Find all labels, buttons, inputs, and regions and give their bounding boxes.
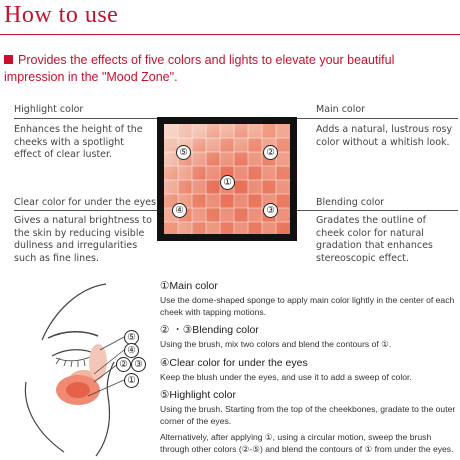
face-marker-2: ② — [116, 357, 131, 372]
face-marker-3: ③ — [131, 357, 146, 372]
marker-1: ① — [220, 175, 235, 190]
step-blending-desc: Using the brush, mix two colors and blend the contours of ①. — [160, 339, 392, 349]
step-blending-title: ② ・③Blending color — [160, 324, 259, 336]
label-clear-desc: Gives a natural brightness to the skin by reducing visible dullness and irregularities such as fine lines. — [14, 215, 152, 264]
label-main-title: Main color — [316, 104, 366, 115]
marker-4: ④ — [172, 203, 187, 218]
label-clear-title: Clear color for under the eyes — [14, 197, 157, 208]
main-leader-line — [270, 118, 458, 119]
label-highlight-title: Highlight color — [14, 104, 84, 115]
label-blending-desc: Gradates the outline of cheek color for natural gradation that enhances stereoscopic effect. — [316, 215, 433, 264]
step-main-desc: Use the dome-shaped sponge to apply main color lightly in the center of each cheek with tapping motions. — [160, 295, 455, 317]
face-marker-4: ④ — [124, 343, 139, 358]
step-main-title: ①Main color — [160, 280, 218, 292]
blending-leader-line — [270, 210, 458, 211]
usage-steps — [160, 277, 456, 455]
label-blending-title: Blending color — [316, 197, 385, 208]
step-highlight-desc: Using the brush. Starting from the top of the cheekbones, gradate to the outer corner of the eyes. — [160, 404, 456, 426]
marker-3: ③ — [263, 203, 278, 218]
face-marker-1: ① — [124, 373, 139, 388]
intro-copy: Provides the effects of five colors and lights to elevate your beautiful impression in the "Mood Zone". — [4, 53, 395, 84]
title-divider — [0, 34, 460, 35]
label-highlight-desc: Enhances the height of the cheeks with a spotlight effect of clear luster. — [14, 124, 143, 160]
marker-5: ⑤ — [176, 145, 191, 160]
step-highlight-title: ⑤Highlight color — [160, 389, 236, 401]
intro-text — [4, 52, 454, 86]
step-clear-title: ④Clear color for under the eyes — [160, 356, 308, 369]
label-main-desc: Adds a natural, lustrous rosy color without a whitish look. — [316, 124, 453, 148]
main-color-area — [66, 382, 90, 398]
page-title: How to use — [4, 2, 119, 28]
step-clear-desc: Keep the blush under the eyes, and use it to add a sweep of color. — [160, 371, 412, 382]
step-alternative-note: Alternatively, after applying ①, using a circular motion, sweep the brush through other colors (②-⑤) and blend the contours of ① from under the eyes. — [160, 432, 454, 454]
face-marker-5: ⑤ — [124, 330, 139, 345]
square-bullet-icon — [4, 55, 13, 64]
marker-2: ② — [263, 145, 278, 160]
